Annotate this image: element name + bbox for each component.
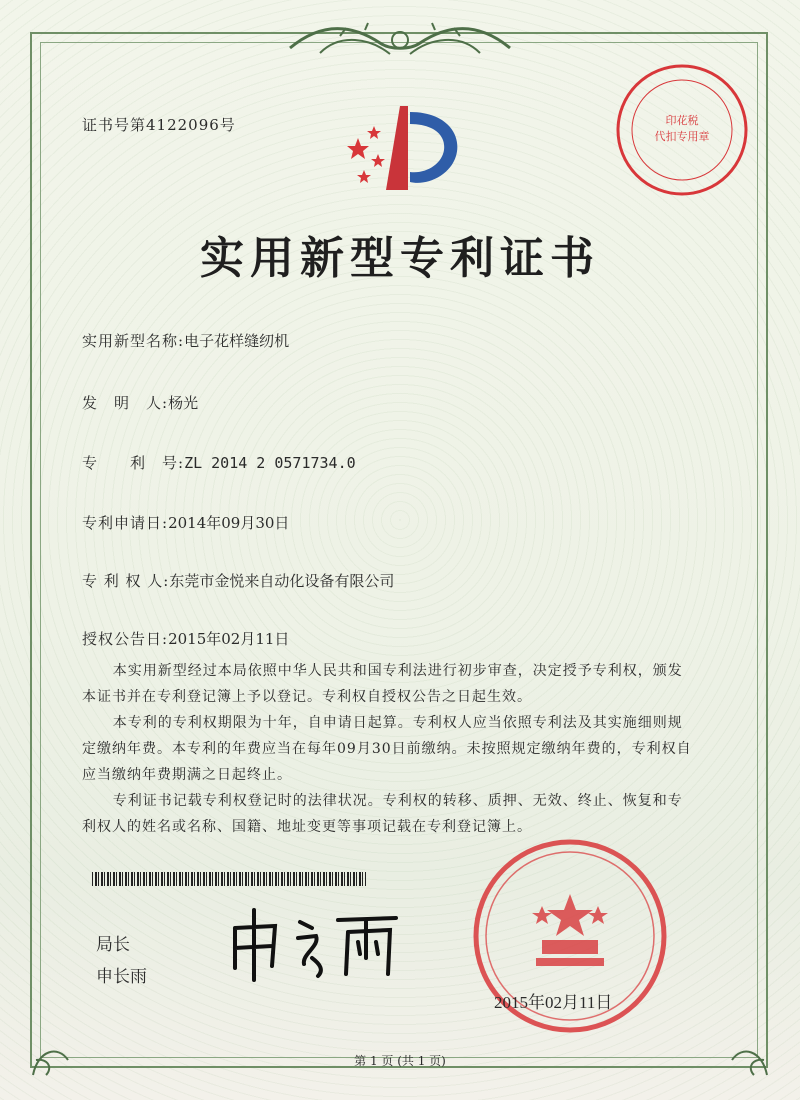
certificate-title: 实用新型专利证书	[200, 233, 600, 284]
certificate-body-text	[82, 658, 692, 840]
body-paragraph: 专利证书记载专利权登记时的法律状况。专利权的转移、质押、无效、终止、恢复和专利权人的姓名或名称、国籍、地址变更等事项记载在专利登记簿上。	[82, 793, 683, 835]
field-label: 专 利 权 人:	[82, 572, 170, 590]
body-paragraph: 本实用新型经过本局依照中华人民共和国专利法进行初步审查，决定授予专利权，颁发本证书并在专利登记簿上予以登记。专利权自授权公告之日起生效。	[82, 663, 683, 705]
field-label: 专利申请日:	[82, 514, 169, 532]
svg-text:印花税: 印花税	[665, 114, 699, 127]
corner-ornament-icon	[28, 1020, 88, 1080]
director-name: 申长雨	[96, 967, 147, 987]
field-patentee	[82, 570, 394, 591]
field-value: 2014年09月30日	[168, 514, 290, 532]
field-value: 2015年02月11日	[168, 630, 290, 648]
field-inventor	[82, 392, 198, 413]
field-label: 授权公告日:	[82, 630, 169, 648]
svg-text:代扣专用章: 代扣专用章	[654, 130, 710, 143]
field-label: 实用新型名称:	[82, 332, 185, 350]
field-value: 电子花样缝纫机	[184, 332, 290, 350]
field-patent-number	[82, 452, 356, 473]
stamp-tax-seal-icon	[612, 60, 752, 200]
field-label: 发 明 人:	[82, 394, 169, 412]
field-value: ZL 2014 2 0571734.0	[184, 454, 356, 472]
issue-date: 2015年02月11日	[494, 993, 613, 1012]
body-paragraph: 本专利的专利权期限为十年，自申请日起算。专利权人应当依照专利法及其实施细则规定缴纳年费。本专利的年费应当在每年09月30日前缴纳。未按照规定缴纳年费的，专利权自应当缴纳年费期满之日起终止。	[82, 715, 692, 783]
field-application-date	[82, 512, 289, 533]
corner-ornament-icon	[712, 1020, 772, 1080]
director-title: 局长	[96, 935, 130, 955]
field-value: 东莞市金悦来自动化设备有限公司	[169, 572, 395, 590]
field-label: 专 利 号:	[82, 454, 185, 472]
sipo-logo-icon	[338, 98, 468, 198]
field-utility-model-name	[82, 330, 289, 351]
page-number: 第 1 页 (共 1 页)	[354, 1054, 446, 1068]
top-ornament-icon	[280, 18, 520, 66]
field-grant-date	[82, 628, 289, 649]
barcode	[92, 872, 366, 886]
field-value: 杨光	[168, 394, 199, 412]
director-signature-icon	[220, 898, 410, 988]
certificate-number: 证书号第4122096号	[82, 116, 236, 134]
